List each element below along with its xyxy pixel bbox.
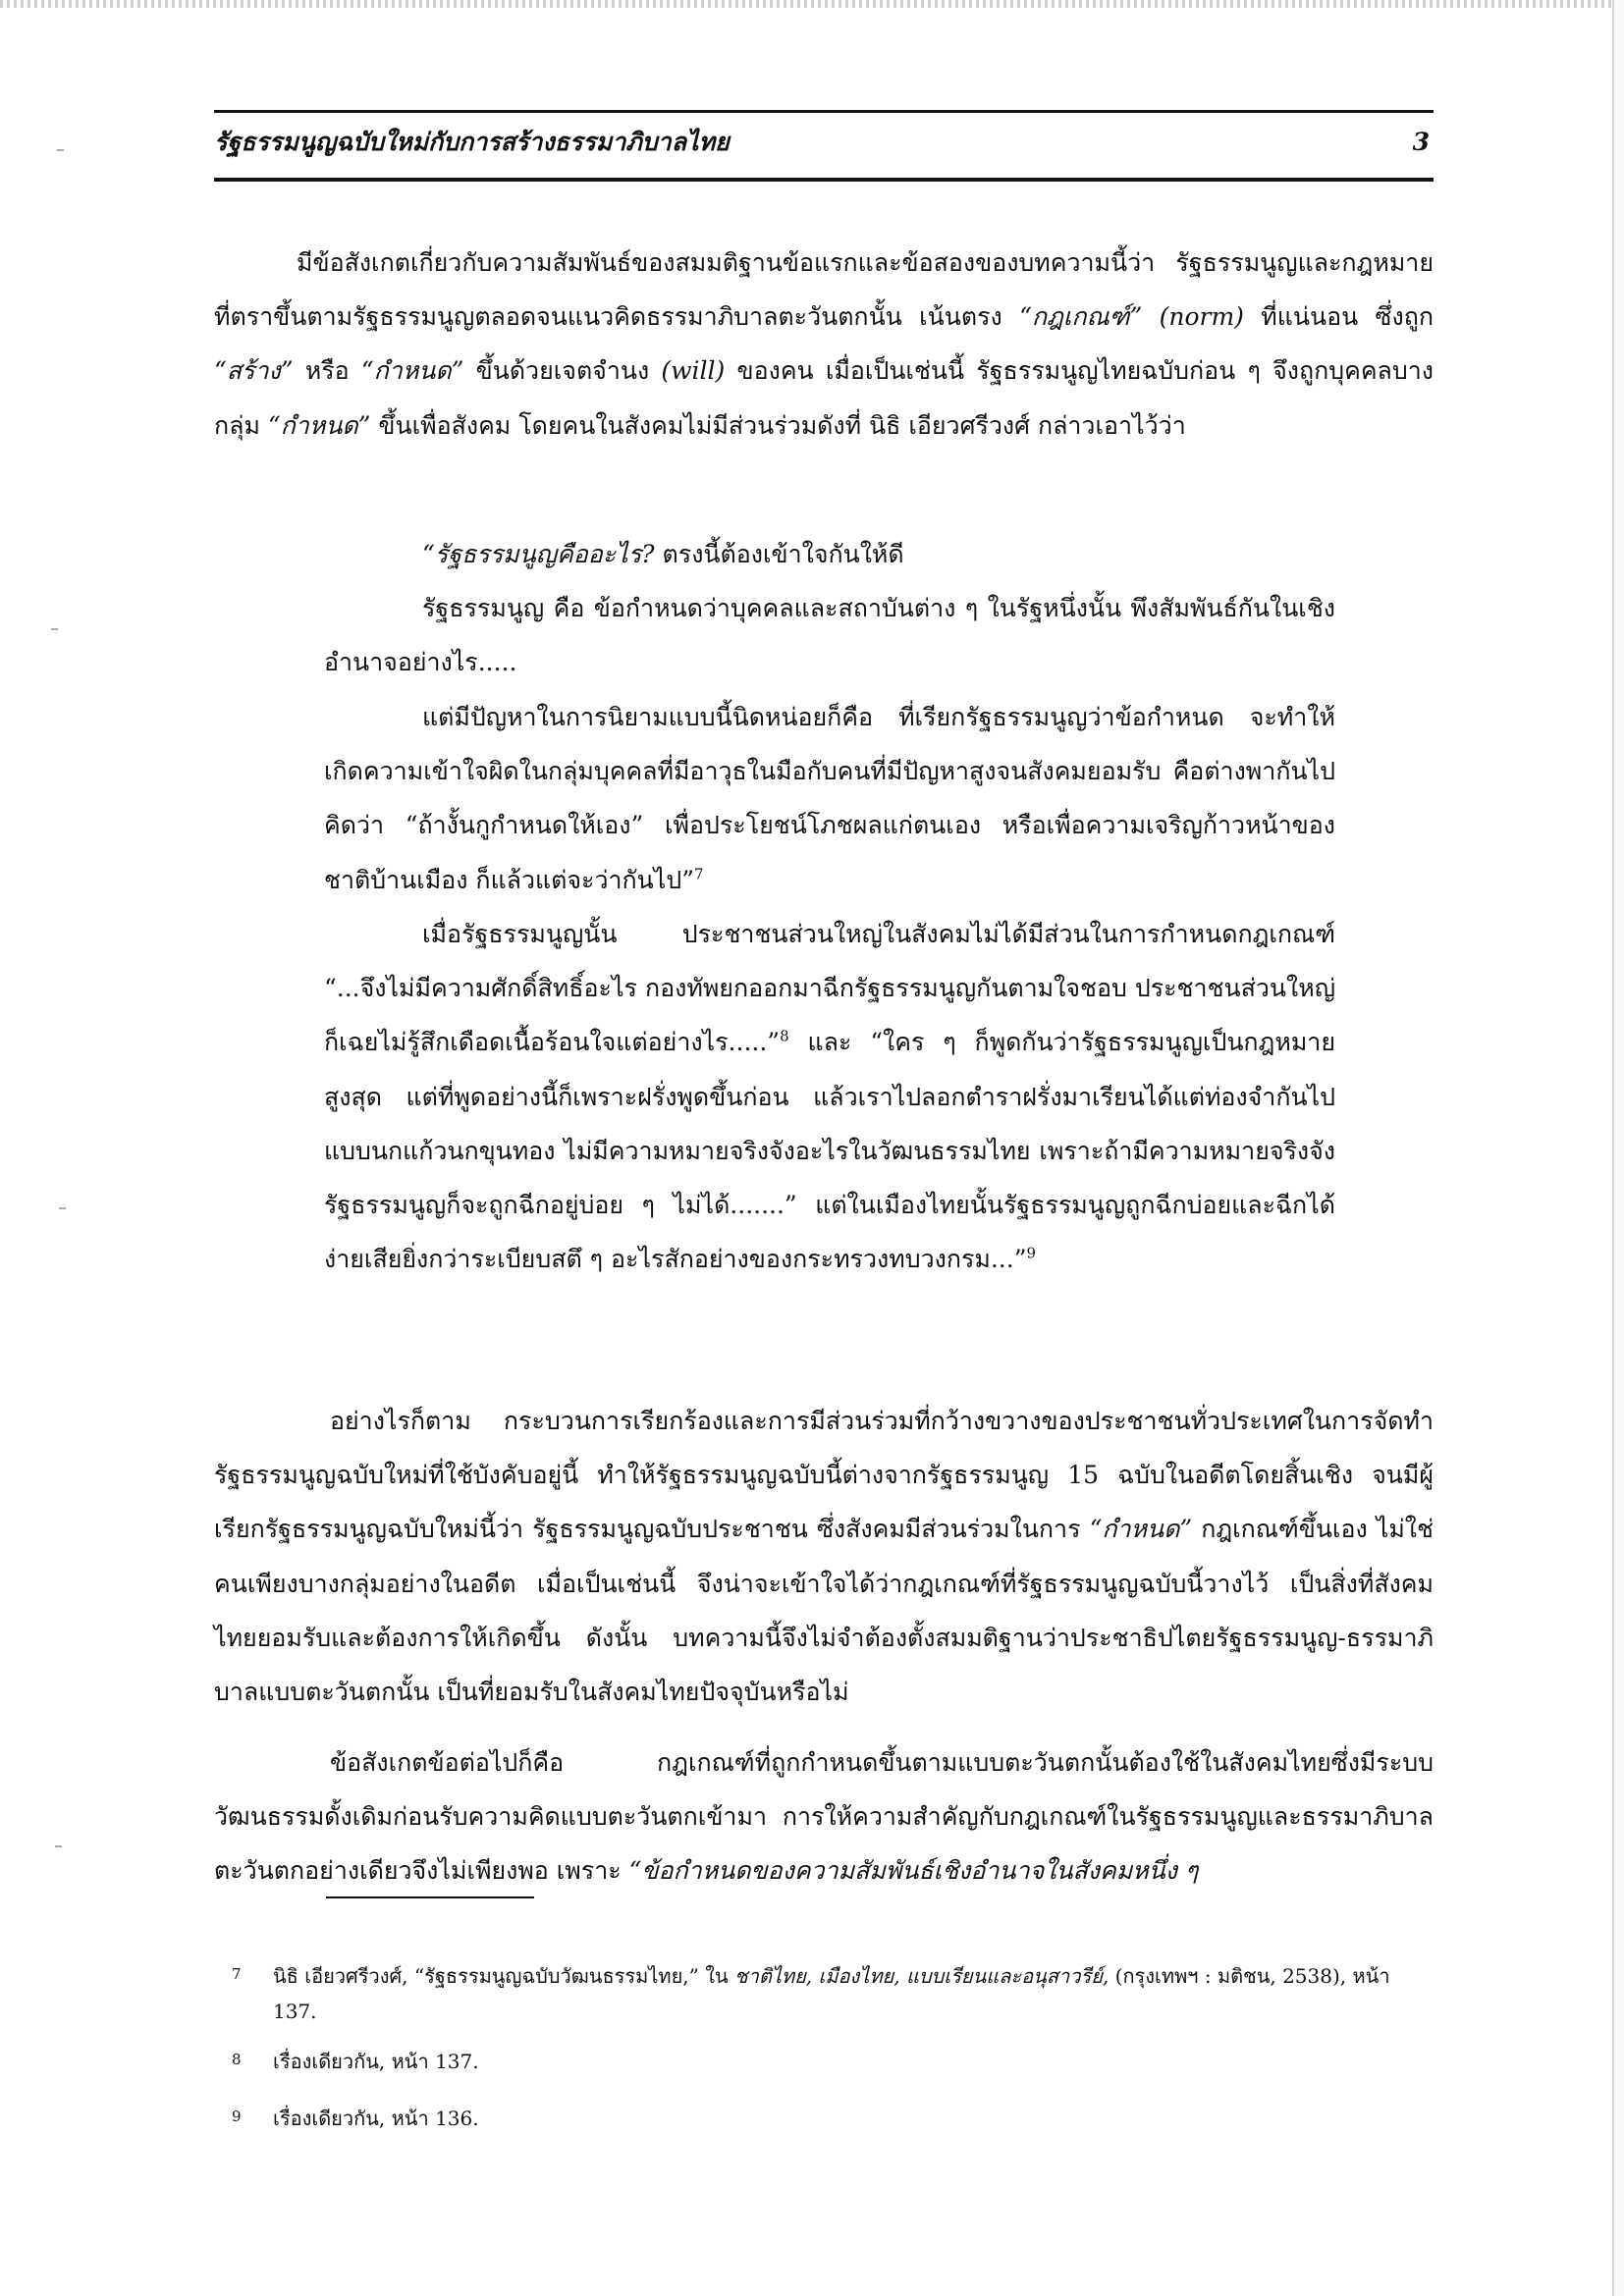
paragraph-1	[214, 236, 1434, 453]
paragraph-1-text: ขึ้นด้วยเจตจำนง	[463, 356, 662, 386]
paragraph-1-text: ขึ้นเพื่อสังคม โดยคนในสังคมไม่มีส่วนร่วมดังที่ นิธิ เอียวศรีวงศ์ กล่าวเอาไว้ว่า	[370, 410, 1186, 440]
paragraph-1-emphasis: “กำหนด”	[267, 410, 371, 440]
paragraph-1-emphasis: “สร้าง”	[214, 356, 294, 386]
footnote-text: เรื่องเดียวกัน, หน้า 137.	[273, 2050, 479, 2073]
paragraph-3-emphasis: “ข้อกำหนดของความสัมพันธ์เชิงอำนาจในสังคมหนึ่ง ๆ	[628, 1856, 1199, 1886]
paragraph-1-text: ของคน เมื่อเป็นเช่นนี้ รัฐธรรมนูญไทยฉบับก่อน ๆ จึงถูกบุคคลบางกลุ่ม	[214, 356, 1434, 440]
paragraph-3	[214, 1735, 1434, 1898]
footnote-number: 9	[232, 2108, 242, 2125]
footnote-divider	[326, 1896, 534, 1898]
quote-paragraph-3-text: และ “ใคร ๆ ก็พูดกันว่ารัฐธรรมนูญเป็นกฎหมายสูงสุด แต่ที่พูดอย่างนี้ก็เพราะฝรั่งพูดขึ้นก่อน แล้วเราไปลอกตำราฝรั่งมาเรียนได้แต่ท่องจำกันไปแบบนกแก้วนกขุนทอง ไม่มีความหมายจริงจังอะไรในวัฒนธรรมไทย เพราะถ้ามีความหมายจริงจัง รัฐธรรมนูญก็จะถูกฉีกอยู่บ่อย ๆ ไม่ได้.......” แต่ในเมืองไทยนั้นรัฐธรรมนูญถูกฉีกบ่อยและฉีกได้ง่ายเสียยิ่งกว่าระเบียบสตึ ๆ อะไรสักอย่างของกระทรวงทบวงกรม...”	[324, 1028, 1335, 1274]
quote-heading-emphasis: “รัฐธรรมนูญคืออะไร?	[422, 540, 655, 568]
quote-heading-text: ตรงนี้ต้องเข้าใจกันให้ดี	[654, 540, 904, 568]
paragraph-1-text: ที่แน่นอน ซึ่งถูก	[1243, 302, 1435, 332]
paragraph-2-text: อย่างไรก็ตาม กระบวนการเรียกร้องและการมีส่วนร่วมที่กว้างขวางของประชาชนทั่วประเทศในการจัดทำรัฐธรรมนูญฉบับใหม่ที่ใช้บังคับอยู่นี้ ทำให้รัฐธรรมนูญฉบับนี้ต่างจากรัฐธรรมนูญ 15 ฉบับในอดีตโดยสิ้นเชิง จนมีผู้เรียกรัฐธรรมนูญฉบับใหม่นี้ว่า รัฐธรรมนูญฉบับประชาชน ซึ่งสังคมมีส่วนร่วมในการ	[214, 1407, 1434, 1544]
paragraph-1-text: มีข้อสังเกตเกี่ยวกับความสัมพันธ์ของสมมติฐานข้อแรกและข้อสองของบทความนี้ว่า รัฐธรรมนูญและกฎหมายที่ตราขึ้นตามรัฐธรรมนูญตลอดจนแนวคิดธรรมาภิบาลตะวันตกนั้น เน้นตรง	[214, 248, 1434, 332]
footnote-text-part: นิธิ เอียวศรีวงศ์, “รัฐธรรมนูญฉบับวัฒนธรรมไทย,” ใน	[273, 1964, 735, 1988]
running-header	[214, 110, 1434, 182]
footnote-text	[273, 1958, 1434, 2029]
footnote-text-part: (กรุงเทพฯ : มติชน, 2538), หน้า 137.	[273, 1964, 1390, 2023]
paragraph-1-emphasis: “กำหนด”	[360, 356, 464, 386]
footnote-9	[232, 2101, 1434, 2136]
header-title: รัฐธรรมนูญฉบับใหม่กับการสร้างธรรมาภิบาลไทย	[214, 128, 730, 156]
footnote-book-title: ชาติไทย, เมืองไทย, แบบเรียนและอนุสาวรีย์,	[734, 1964, 1110, 1988]
footnote-text: เรื่องเดียวกัน, หน้า 136.	[273, 2107, 479, 2130]
footnote-ref-8[interactable]: 8	[780, 1028, 789, 1046]
quote-heading	[324, 527, 1335, 581]
quote-paragraph-2	[324, 690, 1335, 907]
paragraph-1-emphasis: (will)	[661, 356, 726, 386]
footnote-number: 7	[232, 1965, 242, 1983]
quote-paragraph-3	[324, 907, 1335, 1286]
scan-speck	[57, 149, 64, 151]
scan-speck	[55, 1845, 62, 1847]
scan-speck	[51, 628, 58, 630]
paragraph-2-emphasis: “กำหนด”	[1089, 1515, 1193, 1544]
footnote-7	[232, 1958, 1434, 2029]
paragraph-1-emphasis: “กฎเกณฑ์” (norm)	[1019, 302, 1244, 332]
footnote-8	[232, 2044, 1434, 2079]
quote-paragraph-1: รัฐธรรมนูญ คือ ข้อกำหนดว่าบุคคลและสถาบันต่าง ๆ ในรัฐหนึ่งนั้น พึงสัมพันธ์กันในเชิงอำนาจอย่างไร.....	[324, 594, 1335, 677]
paragraph-1-text: หรือ	[293, 356, 361, 386]
scan-edge-right	[1612, 0, 1624, 2296]
page-number: 3	[1412, 128, 1430, 156]
paragraph-3-text: ข้อสังเกตข้อต่อไปก็คือ กฎเกณฑ์ที่ถูกกำหนดขึ้นตามแบบตะวันตกนั้นต้องใช้ในสังคมไทยซึ่งมีระบบวัฒนธรรมดั้งเดิมก่อนรับความคิดแบบตะวันตกเข้ามา การให้ความสำคัญกับกฎเกณฑ์ในรัฐธรรมนูญและธรรมาภิบาลตะวันตกอย่างเดียวจึงไม่เพียงพอ เพราะ	[214, 1748, 1434, 1886]
paragraph-2-text: กฎเกณฑ์ขึ้นเอง ไม่ใช่คนเพียงบางกลุ่มอย่างในอดีต เมื่อเป็นเช่นนี้ จึงน่าจะเข้าใจได้ว่ากฎเกณฑ์ที่รัฐธรรมนูญฉบับนี้วางไว้ เป็นสิ่งที่สังคมไทยยอมรับและต้องการให้เกิดขึ้น ดังนั้น บทความนี้จึงไม่จำต้องตั้งสมมติฐานว่าประชาธิปไตยรัฐธรรมนูญ-ธรรมาภิบาลแบบตะวันตกนั้น เป็นที่ยอมรับในสังคมไทยปัจจุบันหรือไม่	[214, 1515, 1434, 1707]
footnote-ref-7[interactable]: 7	[694, 865, 704, 883]
footnote-number: 8	[232, 2051, 242, 2068]
footnote-ref-9[interactable]: 9	[1026, 1244, 1037, 1262]
quote-paragraph-3-text: เมื่อรัฐธรรมนูญนั้น ประชาชนส่วนใหญ่ในสังคมไม่ได้มีส่วนในการกำหนดกฎเกณฑ์ “...จึงไม่มีความศักดิ์สิทธิ์อะไร กองทัพยกออกมาฉีกรัฐธรรมนูญกันตามใจชอบ ประชาชนส่วนใหญ่ก็เฉยไม่รู้สึกเดือดเนื้อร้อนใจแต่อย่างไร.....”	[324, 920, 1335, 1057]
quote-paragraph-2-text: แต่มีปัญหาในการนิยามแบบนี้นิดหน่อยก็คือ ที่เรียกรัฐธรรมนูญว่าข้อกำหนด จะทำให้เกิดความเข้าใจผิดในกลุ่มบุคคลที่มีอาวุธในมือกับคนที่มีปัญหาสูงจนสังคมยอมรับ คือต่างพากันไปคิดว่า “ถ้างั้นกูกำหนดให้เอง” เพื่อประโยชน์โภชผลแก่ตนเอง หรือเพื่อความเจริญก้าวหน้าของชาติบ้านเมือง ก็แล้วแต่จะว่ากันไป”	[324, 703, 1335, 894]
scan-speck	[59, 1207, 66, 1209]
paragraph-2	[214, 1394, 1434, 1719]
scan-edge-top	[0, 0, 1624, 8]
